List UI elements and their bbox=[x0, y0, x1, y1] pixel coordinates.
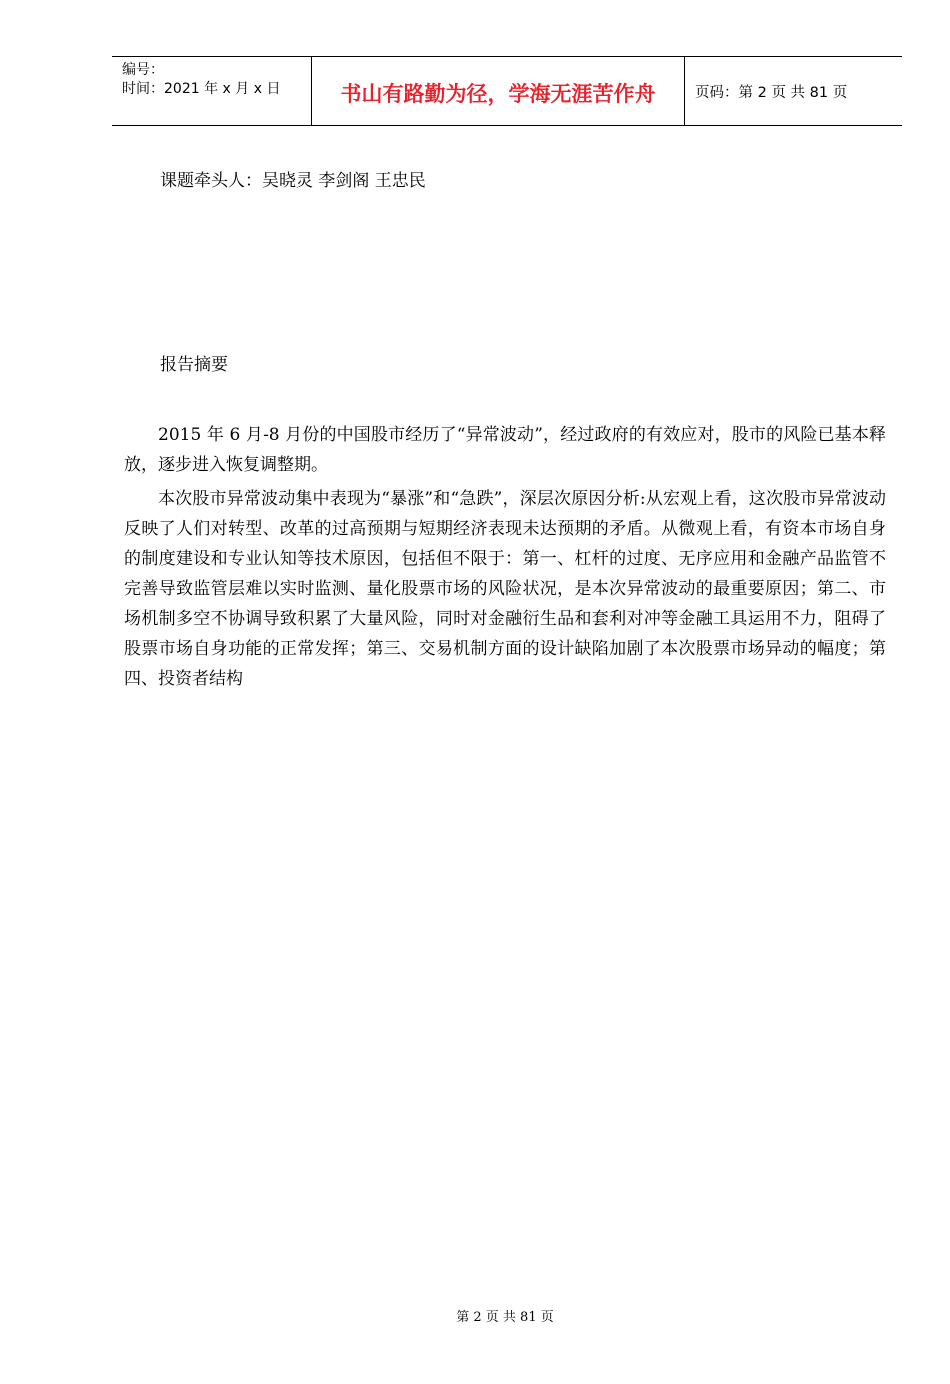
header-meta bbox=[112, 57, 312, 125]
header-motto: 书山有路勤为径，学海无涯苦作舟 bbox=[312, 57, 685, 125]
section-title: 报告摘要 bbox=[160, 355, 228, 375]
document-header bbox=[112, 56, 902, 126]
leaders-line: 课题牵头人：吴晓灵 李剑阁 王忠民 bbox=[160, 171, 426, 191]
paragraph-2: 本次股市异常波动集中表现为“暴涨”和“急跌”，深层次原因分析:从宏观上看，这次股市异常波动反映了人们对转型、改革的过高预期与短期经济表现未达预期的矛盾。从微观上看，有资本市场自身的制度建设和专业认知等技术原因，包括但不限于：第一、杠杆的过度、无序应用和金融产品监管不完善导致监管层难以实时监测、量化股票市场的风险状况，是本次异常波动的最重要原因；第二、市场机制多空不协调导致积累了大量风险，同时对金融衍生品和套利对冲等金融工具运用不力，阻碍了股票市场自身功能的正常发挥；第三、交易机制方面的设计缺陷加剧了本次股票市场异动的幅度；第四、投资者结构 bbox=[124, 489, 886, 689]
header-page-info: 页码：第 2 页 共 81 页 bbox=[695, 84, 848, 101]
paragraph-1: 2015 年 6 月-8 月份的中国股市经历了“异常波动”，经过政府的有效应对，股市的风险已基本释放，逐步进入恢复调整期。 bbox=[124, 425, 886, 475]
number-label: 编号： bbox=[122, 62, 164, 78]
time-label: 时间：2021 年 x 月 x 日 bbox=[122, 81, 281, 97]
page-footer: 第 2 页 共 81 页 bbox=[456, 1310, 554, 1325]
